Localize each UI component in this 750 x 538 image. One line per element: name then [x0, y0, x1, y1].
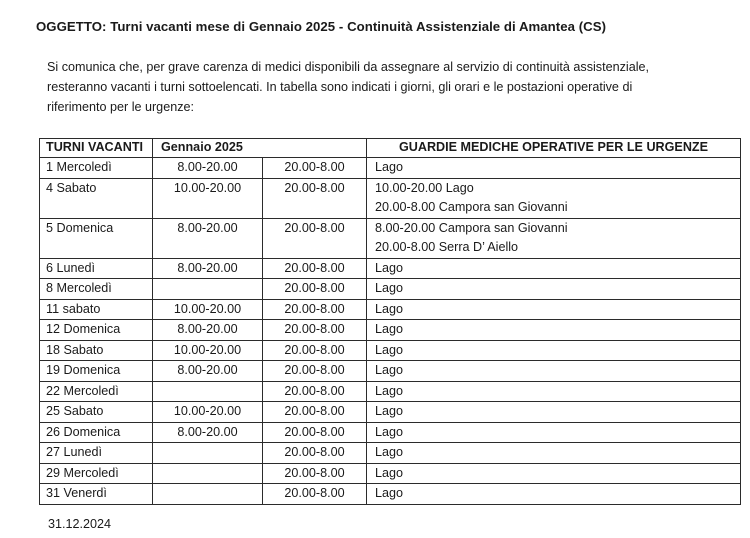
day-cell: 22 Mercoledì	[40, 381, 153, 402]
intro-paragraph	[47, 57, 737, 117]
header-vacant-shifts: TURNI VACANTI	[40, 139, 153, 158]
day-shift-cell: 8.00-20.00	[153, 218, 263, 258]
location-line: Lago	[375, 383, 404, 398]
day-shift-cell: 10.00-20.00	[153, 340, 263, 361]
intro-line: Si comunica che, per grave carenza di medici disponibili da assegnare al servizio di continuità assistenziale,	[47, 60, 650, 74]
table-row	[40, 381, 741, 402]
day-shift-cell	[153, 443, 263, 464]
night-shift-cell: 20.00-8.00	[263, 178, 367, 218]
night-shift-cell: 20.00-8.00	[263, 381, 367, 402]
table-row	[40, 422, 741, 443]
night-shift-cell: 20.00-8.00	[263, 463, 367, 484]
intro-line: riferimento per le urgenze:	[47, 100, 194, 114]
location-cell	[367, 178, 741, 218]
day-cell: 5 Domenica	[40, 218, 153, 258]
location-line: Lago	[375, 486, 404, 500]
location-line: 20.00-8.00 Campora san Giovanni	[375, 200, 568, 214]
location-line: Lago	[375, 301, 404, 316]
location-line: Lago	[375, 465, 404, 480]
table-row	[40, 158, 741, 179]
location-cell	[367, 463, 741, 484]
table-row	[40, 299, 741, 320]
night-shift-cell: 20.00-8.00	[263, 361, 367, 382]
day-cell: 8 Mercoledì	[40, 279, 153, 300]
location-line: 10.00-20.00 Lago	[375, 180, 474, 195]
day-cell: 27 Lunedì	[40, 443, 153, 464]
day-shift-cell: 10.00-20.00	[153, 402, 263, 423]
location-line: 8.00-20.00 Campora san Giovanni	[375, 220, 568, 235]
night-shift-cell: 20.00-8.00	[263, 443, 367, 464]
intro-line: resteranno vacanti i turni sottoelencati. In tabella sono indicati i giorni, gli orari e le postazioni operative di	[47, 80, 633, 94]
day-cell: 31 Venerdì	[40, 484, 153, 505]
location-cell	[367, 422, 741, 443]
table-row	[40, 320, 741, 341]
day-shift-cell: 8.00-20.00	[153, 320, 263, 341]
table-row	[40, 340, 741, 361]
location-cell	[367, 443, 741, 464]
day-shift-cell: 8.00-20.00	[153, 158, 263, 179]
location-cell	[367, 218, 741, 258]
night-shift-cell: 20.00-8.00	[263, 320, 367, 341]
location-cell	[367, 299, 741, 320]
table-row	[40, 279, 741, 300]
header-operative-stations: GUARDIE MEDICHE OPERATIVE PER LE URGENZE	[367, 139, 741, 158]
vacant-shifts-table	[39, 138, 741, 505]
table-row	[40, 484, 741, 505]
location-line: Lago	[375, 404, 404, 418]
location-line: Lago	[375, 322, 404, 336]
day-shift-cell: 8.00-20.00	[153, 361, 263, 382]
location-line: Lago	[375, 342, 404, 357]
location-cell	[367, 484, 741, 505]
table-row	[40, 463, 741, 484]
location-line: Lago	[375, 363, 404, 377]
day-cell: 1 Mercoledì	[40, 158, 153, 179]
night-shift-cell: 20.00-8.00	[263, 422, 367, 443]
table-row	[40, 361, 741, 382]
day-cell: 19 Domenica	[40, 361, 153, 382]
day-cell: 18 Sabato	[40, 340, 153, 361]
day-shift-cell: 8.00-20.00	[153, 258, 263, 279]
table-row	[40, 443, 741, 464]
table-row	[40, 402, 741, 423]
day-shift-cell: 8.00-20.00	[153, 422, 263, 443]
day-cell: 4 Sabato	[40, 178, 153, 218]
day-cell: 11 sabato	[40, 299, 153, 320]
day-cell: 12 Domenica	[40, 320, 153, 341]
day-shift-cell	[153, 279, 263, 300]
night-shift-cell: 20.00-8.00	[263, 258, 367, 279]
location-cell	[367, 361, 741, 382]
day-shift-cell	[153, 463, 263, 484]
day-cell: 6 Lunedì	[40, 258, 153, 279]
day-cell: 25 Sabato	[40, 402, 153, 423]
location-cell	[367, 279, 741, 300]
location-line: Lago	[375, 424, 404, 439]
table-row	[40, 258, 741, 279]
night-shift-cell: 20.00-8.00	[263, 218, 367, 258]
location-cell	[367, 158, 741, 179]
location-cell	[367, 258, 741, 279]
location-cell	[367, 381, 741, 402]
day-shift-cell	[153, 381, 263, 402]
table-header-row	[40, 139, 741, 158]
table-row	[40, 178, 741, 218]
location-line: Lago	[375, 281, 404, 295]
header-month: Gennaio 2025	[153, 139, 367, 158]
location-line: Lago	[375, 445, 404, 459]
night-shift-cell: 20.00-8.00	[263, 484, 367, 505]
location-line: Lago	[375, 260, 404, 275]
table-body	[40, 158, 741, 505]
day-shift-cell: 10.00-20.00	[153, 178, 263, 218]
table-row	[40, 218, 741, 258]
location-line: Lago	[375, 160, 404, 174]
night-shift-cell: 20.00-8.00	[263, 340, 367, 361]
day-shift-cell	[153, 484, 263, 505]
night-shift-cell: 20.00-8.00	[263, 279, 367, 300]
document-date: 31.12.2024	[48, 517, 112, 531]
night-shift-cell: 20.00-8.00	[263, 402, 367, 423]
night-shift-cell: 20.00-8.00	[263, 299, 367, 320]
location-cell	[367, 402, 741, 423]
day-shift-cell: 10.00-20.00	[153, 299, 263, 320]
location-cell	[367, 340, 741, 361]
location-line: 20.00-8.00 Serra D’ Aiello	[375, 240, 519, 254]
night-shift-cell: 20.00-8.00	[263, 158, 367, 179]
day-cell: 26 Domenica	[40, 422, 153, 443]
document-subject: OGGETTO: Turni vacanti mese di Gennaio 2025 - Continuità Assistenziale di Amantea (CS)	[36, 19, 607, 34]
location-cell	[367, 320, 741, 341]
day-cell: 29 Mercoledì	[40, 463, 153, 484]
